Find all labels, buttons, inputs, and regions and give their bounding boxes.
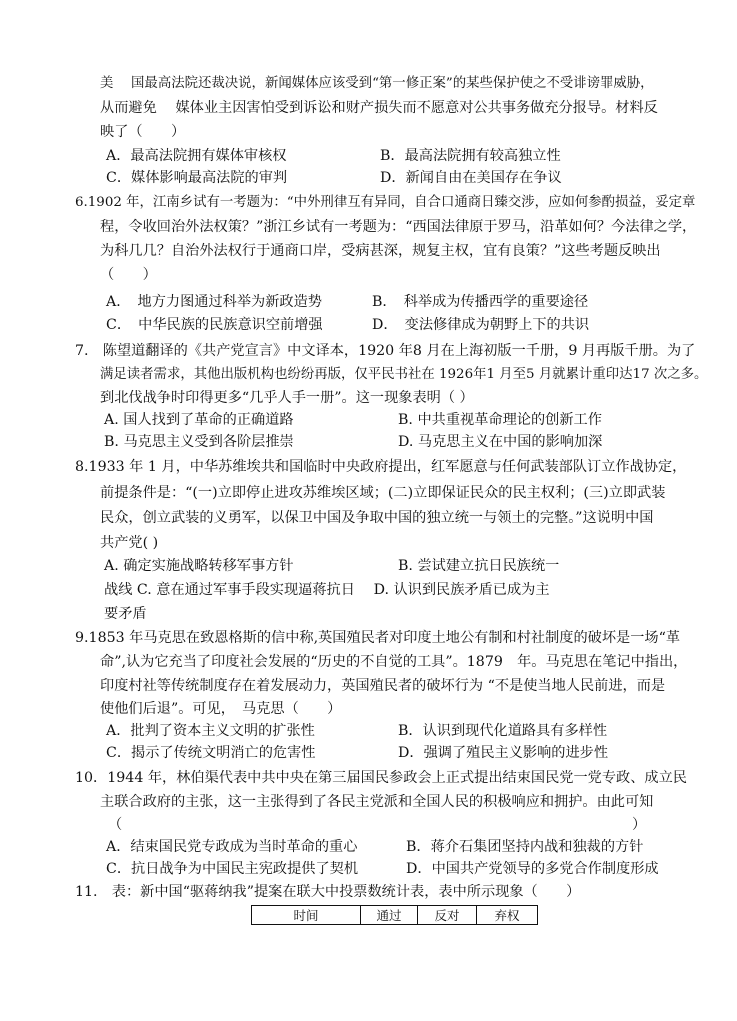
q5-option-d: D．新闻自由在美国存在争议: [380, 170, 562, 186]
q7-option-b: B. 中共重视革命理论的创新工作: [398, 412, 602, 428]
q9-option-a: A．批判了资本主义文明的扩张性: [106, 723, 315, 739]
q7-stem-line3: 到北伐战争时印得更多“几乎人手一册”。这一现象表明（ ）: [100, 390, 474, 406]
table-header-oppose: 反对: [418, 906, 477, 925]
q10-answer-paren-open: （: [108, 817, 123, 833]
q8-stem-line4: 共产党( ): [100, 535, 159, 551]
q10-option-c: C．抗日战争为中国民主宪政提供了契机: [106, 861, 359, 877]
q6-stem-line3: 为科几几？自治外法权行于通商口岸，受病甚深，规复主权，宜有良策？”这些考题反映出: [100, 243, 661, 259]
q5-stem-line1: 美 国最高法院还裁决说，新闻媒体应该受到“第一修正案”的某些保护使之不受诽谤罪威胁，: [100, 76, 654, 91]
q6-option-b: B． 科举成为传播西学的重要途径: [372, 294, 589, 310]
q8-option-a: A. 确定实施战略转移军事方针: [104, 558, 294, 574]
q7-option-c: B. 马克思主义受到各阶层推崇: [104, 434, 294, 450]
q7-stem-line2: 满足读者需求，其他出版机构也纷纷再版，仅平民书社在 1926年1 月至5 月就累计重印达17 次之多。: [100, 367, 708, 382]
q6-stem-line2: 程，令收回治外法权策？”浙江乡试有一考题为：“西国法律原于罗马，沿革如何？今法律之学，: [100, 219, 697, 235]
q8-stem-line2: 前提条件是：“(一)立即停止进攻苏维埃区域；(二)立即保证民众的民主权利；(三)立即武装: [100, 485, 666, 501]
q7-stem-line1: 7. 陈望道翻译的《共产党宣言》中文译本，1920 年8 月在上海初版一千册，9 月再版千册。为了: [75, 343, 696, 359]
q6-option-a: A． 地方力图通过科举为新政造势: [106, 294, 322, 310]
q6-option-d: D． 变法修律成为朝野上下的共识: [372, 317, 590, 333]
q9-stem-line3: 印度村社等传统制度存在着发展动力，英国殖民者的破坏行为 “不是使当地人民前进，而是: [100, 678, 666, 694]
q10-option-d: D．中国共产党领导的多党合作制度形成: [406, 861, 659, 877]
q5-option-a: A．最高法院拥有媒体审核权: [106, 148, 287, 164]
q7-option-a: A. 国人找到了革命的正确道路: [104, 412, 294, 428]
q10-option-a: A．结束国民党专政成为当时革命的重心: [106, 839, 358, 855]
q8-options-line-c-d: 战线 C. 意在通过军事手段实现逼蒋抗日 D. 认识到民族矛盾已成为主: [104, 582, 550, 598]
q10-stem-line1: 10．1944 年，林伯渠代表中共中央在第三届国民参政会上正式提出结束国民党一党专政、成立民: [75, 770, 687, 786]
table-header-pass: 通过: [361, 906, 418, 925]
q5-stem-line2: 从而避免 媒体业主因害怕受到诉讼和财产损失而不愿意对公共事务做充分报导。材料反: [100, 100, 658, 116]
q11-stem-line1: 11. 表：新中国“驱蒋纳我”提案在联大中投票数统计表，表中所示现象（ ）: [75, 884, 581, 900]
q7-option-d: D. 马克思主义在中国的影响加深: [398, 434, 603, 450]
vote-statistics-table: [251, 905, 538, 925]
q9-stem-line1: 9.1853 年马克思在致恩格斯的信中称,英国殖民者对印度土地公有制和村社制度的破坏是一场“革: [75, 630, 681, 646]
q6-option-c: C． 中华民族的民族意识空前增强: [106, 317, 323, 333]
q6-stem-line4: （ ）: [100, 267, 157, 283]
q10-answer-paren-close: ）: [632, 817, 647, 833]
q9-option-c: C．揭示了传统文明消亡的危害性: [106, 745, 316, 761]
q5-option-c: C．媒体影响最高法院的审判: [106, 170, 288, 186]
q5-option-b: B．最高法院拥有较高独立性: [380, 148, 561, 164]
q9-option-d: D．强调了殖民主义影响的进步性: [398, 745, 609, 761]
q9-stem-line2: 命”,认为它充当了印度社会发展的“历史的不自觉的工具”。1879 年。马克思在笔记中指出，: [100, 654, 688, 670]
q10-stem-line2: 主联合政府的主张，这一主张得到了各民主党派和全国人民的积极响应和拥护。由此可知: [100, 794, 654, 810]
q5-stem-line3: 映了（ ）: [100, 124, 186, 140]
table-header-abstain: 弃权: [477, 906, 538, 925]
q9-stem-line4: 使他们后退”。可见， 马克思（ ）: [100, 701, 342, 717]
q8-stem-line1: 8.1933 年 1 月，中华苏维埃共和国临时中央政府提出，红军愿意与任何武装部队订立作战协定，: [75, 459, 687, 475]
table-header-time: 时间: [252, 906, 361, 925]
q10-option-b: B．蒋介石集团坚持内战和独裁的方针: [406, 839, 644, 855]
q8-option-d-tail: 要矛盾: [104, 606, 147, 622]
q8-stem-line3: 民众，创立武装的义勇军，以保卫中国及争取中国的独立统一与领土的完整。”这说明中国: [100, 510, 654, 526]
q9-option-b: B．认识到现代化道路具有多样性: [398, 723, 608, 739]
table-header-row: [252, 906, 538, 925]
q6-stem-line1: 6.1902 年，江南乡试有一考题为：“中外刑律互有异同，自合口通商日臻交涉，应如何参酌损益，妥定章: [75, 195, 696, 210]
q8-option-b: B. 尝试建立抗日民族统一: [398, 558, 560, 574]
